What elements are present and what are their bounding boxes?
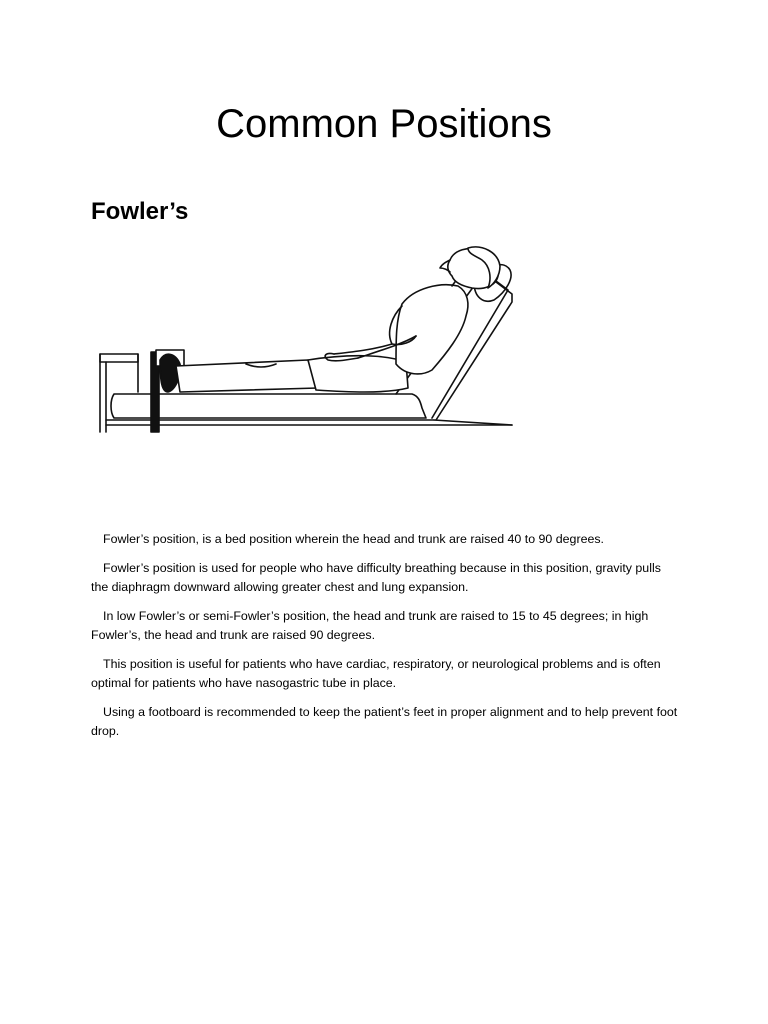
patient-figure: [160, 247, 500, 392]
page-title: Common Positions: [216, 102, 552, 146]
patient-in-fowlers-position-illustration: [96, 242, 516, 438]
paragraph: Fowler’s position, is a bed position wherein the head and trunk are raised 40 to 90 degrees.: [103, 532, 604, 546]
paragraph: Fowler’s position is used for people who have difficulty breathing because in this position, gravity pulls the diaphragm downward allowing greater chest and lung expansion.: [91, 561, 661, 594]
paragraph: In low Fowler’s or semi-Fowler’s position, the head and trunk are raised to 15 to 45 degrees; in high Fowler’s, the head and trunk are raised 90 degrees.: [91, 609, 649, 642]
paragraph: This position is useful for patients who have cardiac, respiratory, or neurological problems and is often optimal for patients who have nasogastric tube in place.: [91, 657, 661, 690]
body-text: [91, 530, 681, 751]
section-heading-fowlers: Fowler’s: [91, 198, 189, 225]
paragraph: Using a footboard is recommended to keep the patient’s feet in proper alignment and to help prevent foot drop.: [91, 705, 678, 738]
